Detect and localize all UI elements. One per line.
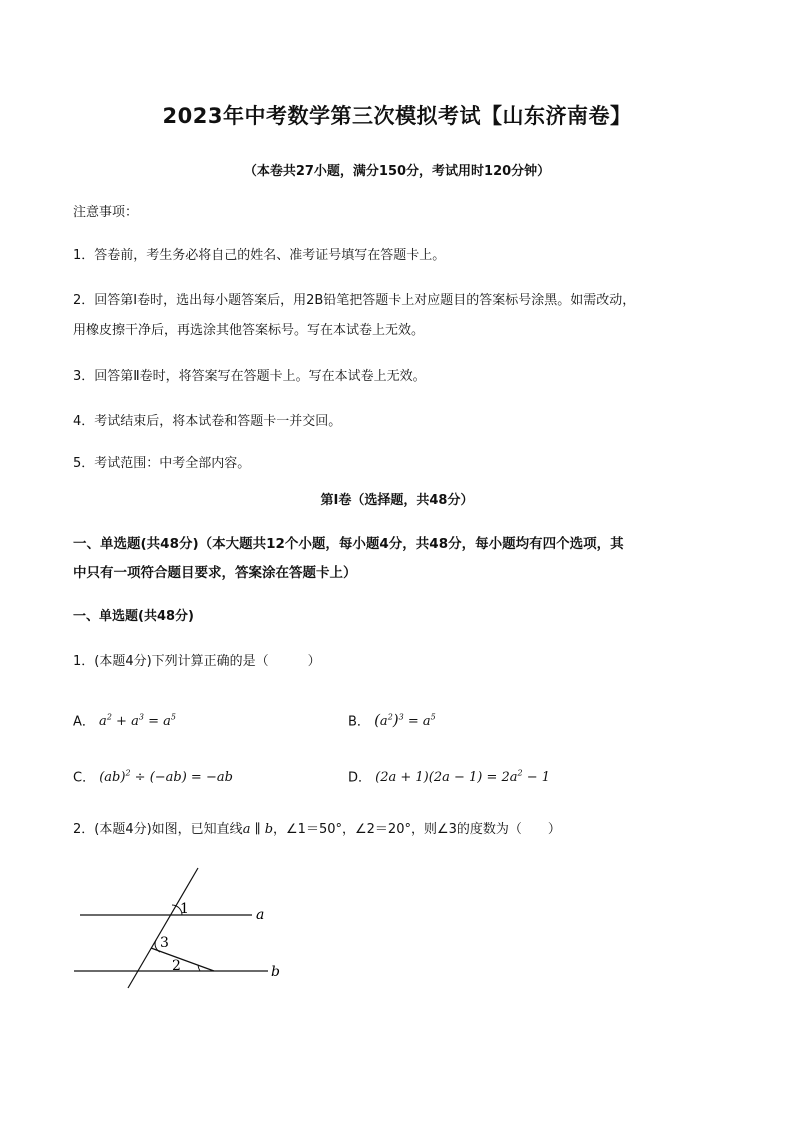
notice-item-2-cont: 用橡皮擦干净后，再选涂其他答案标号。写在本试卷上无效。 bbox=[73, 323, 425, 338]
option-d-formula: $(2a + 1)(2a - 1) = 2a^2 - 1$ bbox=[375, 769, 551, 786]
option-b-label: B． bbox=[348, 714, 370, 730]
exam-subtitle: （本卷共27小题，满分150分，考试用时120分钟） bbox=[243, 164, 551, 179]
option-c-formula: (ab)$^2$ ÷ (−ab) = −ab bbox=[99, 769, 233, 786]
section-instruction-2: 中只有一项符合题目要求，答案涂在答题卡上） bbox=[73, 565, 357, 581]
angle-label-2: 2 bbox=[172, 958, 181, 974]
question-2-stem: 2．(本题4分)如图，已知直线a ∥ b，∠1＝50°，∠2＝20°，则∠3的度数为（ ） bbox=[73, 822, 561, 837]
section-subheading: 一、单选题(共48分) bbox=[73, 609, 194, 624]
option-c-label: C． bbox=[73, 770, 96, 786]
section-title: 第Ⅰ卷（选择题，共48分） bbox=[320, 493, 474, 508]
parallel-expression: a ∥ b bbox=[242, 822, 274, 837]
line-label-b: b bbox=[271, 964, 280, 980]
question-1-option-a[interactable] bbox=[73, 708, 176, 732]
question-1-option-c[interactable] bbox=[73, 764, 233, 788]
notice-item-1: 1．答卷前，考生务必将自己的姓名、准考证号填写在答题卡上。 bbox=[73, 248, 446, 263]
question-1-option-d[interactable] bbox=[348, 764, 550, 788]
notice-item-5: 5．考试范围：中考全部内容。 bbox=[73, 456, 251, 471]
question-2-figure bbox=[70, 862, 290, 997]
notice-item-4: 4．考试结束后，将本试卷和答题卡一并交回。 bbox=[73, 414, 342, 429]
option-d-label: D． bbox=[348, 770, 372, 786]
option-a-label: A． bbox=[73, 714, 95, 730]
question-1-option-b[interactable] bbox=[348, 708, 436, 732]
notice-item-2: 2．回答第Ⅰ卷时，选出每小题答案后，用2B铅笔把答题卡上对应题目的答案标号涂黑。如需改动， bbox=[73, 293, 636, 308]
transversal-line bbox=[128, 868, 198, 988]
question-1-stem: 1．(本题4分)下列计算正确的是（ ） bbox=[73, 654, 321, 669]
angle-label-1: 1 bbox=[180, 901, 189, 917]
section-instruction-1: 一、单选题(共48分)（本大题共12个小题，每小题4分，共48分，每小题均有四个选项，其 bbox=[73, 536, 624, 552]
line-label-a: a bbox=[256, 907, 265, 923]
oblique-segment bbox=[151, 948, 214, 971]
exam-title: 2023年中考数学第三次模拟考试【山东济南卷】 bbox=[162, 104, 632, 128]
notice-item-3: 3．回答第Ⅱ卷时，将答案写在答题卡上。写在本试卷上无效。 bbox=[73, 369, 426, 384]
option-a-formula: $a^2 + a^3 = a^5$ bbox=[99, 713, 176, 730]
notice-heading: 注意事项： bbox=[73, 205, 139, 220]
angle-label-3: 3 bbox=[160, 935, 169, 951]
option-b-formula: $(a^2)^3 = a^5$ bbox=[374, 711, 436, 730]
